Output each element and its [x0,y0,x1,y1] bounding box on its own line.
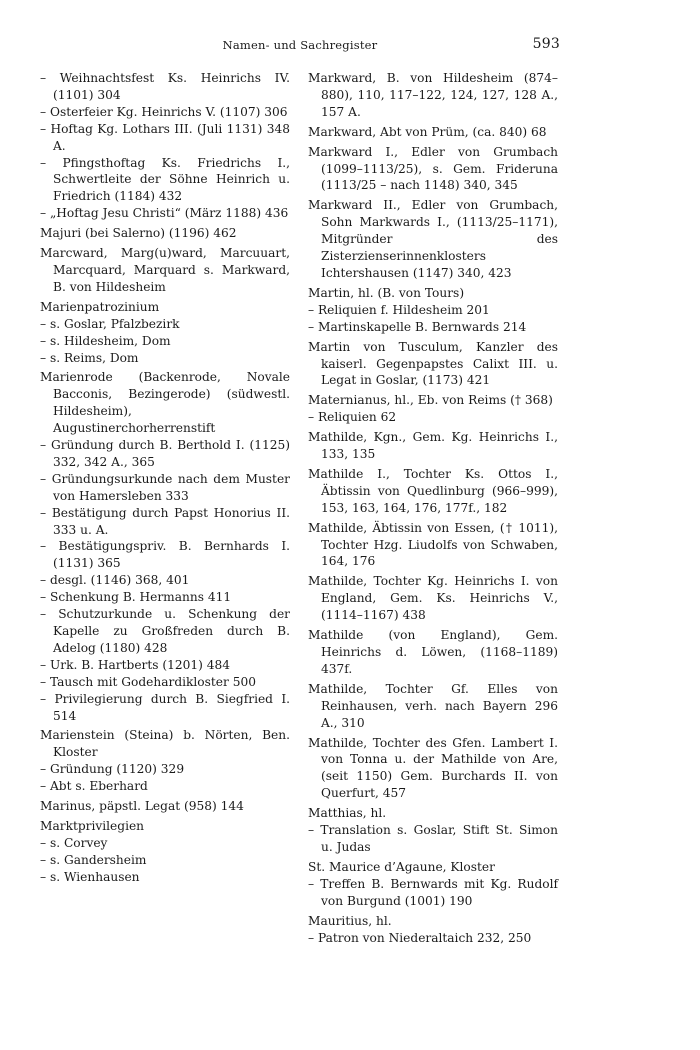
index-subentry: – s. Hildesheim, Dom [40,333,290,350]
index-subentry: – Treffen B. Bernwards mit Kg. Rudolf von Burgund (1001) 190 [308,876,558,910]
index-subentry: – Gründung (1120) 329 [40,761,290,778]
index-entry: Mathilde (von England), Gem. Heinrichs d. Löwen, (1168–1189) 437f. [308,628,558,676]
index-subentry: – Reliquien 62 [308,409,558,426]
index-entry: Mathilde, Kgn., Gem. Kg. Heinrichs I., 133, 135 [308,430,558,462]
index-subentry: – Schenkung B. Hermanns 411 [40,589,290,606]
index-entry: Mathilde, Tochter Kg. Heinrichs I. von England, Gem. Ks. Heinrichs V., (1114–1167) 438 [308,574,558,623]
index-entry: Marienrode (Backenrode, Novale Bacconis, Bezingerode) (südwestl. Hildesheim), Augustinerchorherrenstift [40,370,290,436]
index-subentry: – Martinskapelle B. Bernwards 214 [308,319,558,336]
index-entry: St. Maurice d’Agaune, Kloster [308,859,495,874]
index-subentry: – Weihnachtsfest Ks. Heinrichs IV. (1101) 304 [40,70,290,104]
index-entry: Mathilde, Tochter des Gfen. Lambert I. von Tonna u. der Mathilde von Are, (seit 1150) Gem. Burchards II. von Querfurt, 457 [308,735,558,801]
index-entry: Maternianus, hl., Eb. von Reims († 368) [308,393,553,408]
index-subentry: – Reliquien f. Hildesheim 201 [308,302,558,319]
index-entry: Martin von Tusculum, Kanzler des kaiserl. Gegenpapstes Calixt III. u. Legat in Goslar, (1173) 421 [308,339,558,388]
index-subentry: – s. Goslar, Pfalzbezirk [40,316,290,333]
page-number: 593 [532,36,560,52]
index-entry: Markward II., Edler von Grumbach, Sohn Markwards I., (1113/25–1171), Mitgründer des Zisterzienserinnenklosters Ichtershausen (1147) 340, 423 [308,198,558,280]
index-entry: Marcward, Marg(u)ward, Marcuuart, Marcquard, Marquard s. Markward, B. von Hildesheim [40,246,290,294]
index-entry: Markward, Abt von Prüm, (ca. 840) 68 [308,124,547,139]
index-subentry: – Gründung durch B. Berthold I. (1125) 332, 342 A., 365 [40,437,290,471]
index-entry: Martin, hl. (B. von Tours) [308,285,465,300]
index-entry: Majuri (bei Salerno) (1196) 462 [40,226,237,241]
index-subentry: – Urk. B. Hartberts (1201) 484 [40,657,290,674]
index-subentry: – Bestätigung durch Papst Honorius II. 333 u. A. [40,505,290,539]
running-title: Namen- und Sachregister [222,38,378,52]
index-subentry: – Osterfeier Kg. Heinrichs V. (1107) 306 [40,104,290,121]
index-entry: Marienpatrozinium [40,299,160,314]
right-column [308,70,558,946]
index-subentry: – Hoftag Kg. Lothars III. (Juli 1131) 348 A. [40,121,290,155]
index-subentry: – Patron von Niederaltaich 232, 250 [308,930,558,947]
index-subentry: – s. Wienhausen [40,869,290,886]
index-subentry: – Privilegierung durch B. Siegfried I. 514 [40,691,290,725]
index-entry: Matthias, hl. [308,806,387,821]
index-entry: Marienstein (Steina) b. Nörten, Ben. Kloster [40,728,290,760]
index-entry: Markward, B. von Hildesheim (874–880), 110, 117–122, 124, 127, 128 A., 157 A. [308,71,558,119]
index-subentry: – Schutzurkunde u. Schenkung der Kapelle zu Großfreden durch B. Adelog (1180) 428 [40,606,290,657]
index-entry: Mathilde I., Tochter Ks. Ottos I., Äbtissin von Quedlinburg (966–999), 153, 163, 164, 176, 177f., 182 [308,466,558,515]
index-entry: Mathilde, Tochter Gf. Elles von Reinhausen, verh. nach Bayern 296 A., 310 [308,681,558,730]
index-subentry: – „Hoftag Jesu Christi“ (März 1188) 436 [40,205,290,222]
index-subentry: – Pfingsthoftag Ks. Friedrichs I., Schwertleite der Söhne Heinrich u. Friedrich (1184) 432 [40,155,290,206]
index-entry: Mauritius, hl. [308,913,392,928]
index-subentry: – s. Corvey [40,835,290,852]
index-entry: Markward I., Edler von Grumbach (1099–1113/25), s. Gem. Frideruna (1113/25 – nach 1148) 340, 345 [308,144,558,193]
index-subentry: – Bestätigungspriv. B. Bernhards I. (1131) 365 [40,538,290,572]
index-subentry: – Tausch mit Godehardikloster 500 [40,674,290,691]
index-entry: Mathilde, Äbtissin von Essen, († 1011), Tochter Hzg. Liudolfs von Schwaben, 164, 176 [308,520,558,569]
index-subentry: – Gründungsurkunde nach dem Muster von Hamersleben 333 [40,471,290,505]
index-subentry: – desgl. (1146) 368, 401 [40,572,290,589]
index-subentry: – Translation s. Goslar, Stift St. Simon u. Judas [308,822,558,856]
index-entry: Marinus, päpstl. Legat (958) 144 [40,799,244,814]
left-column [40,70,290,886]
index-subentry: – s. Reims, Dom [40,350,290,367]
index-subentry: – s. Gandersheim [40,852,290,869]
index-entry: Marktprivilegien [40,818,145,833]
index-subentry: – Abt s. Eberhard [40,778,290,795]
running-header [40,36,560,56]
